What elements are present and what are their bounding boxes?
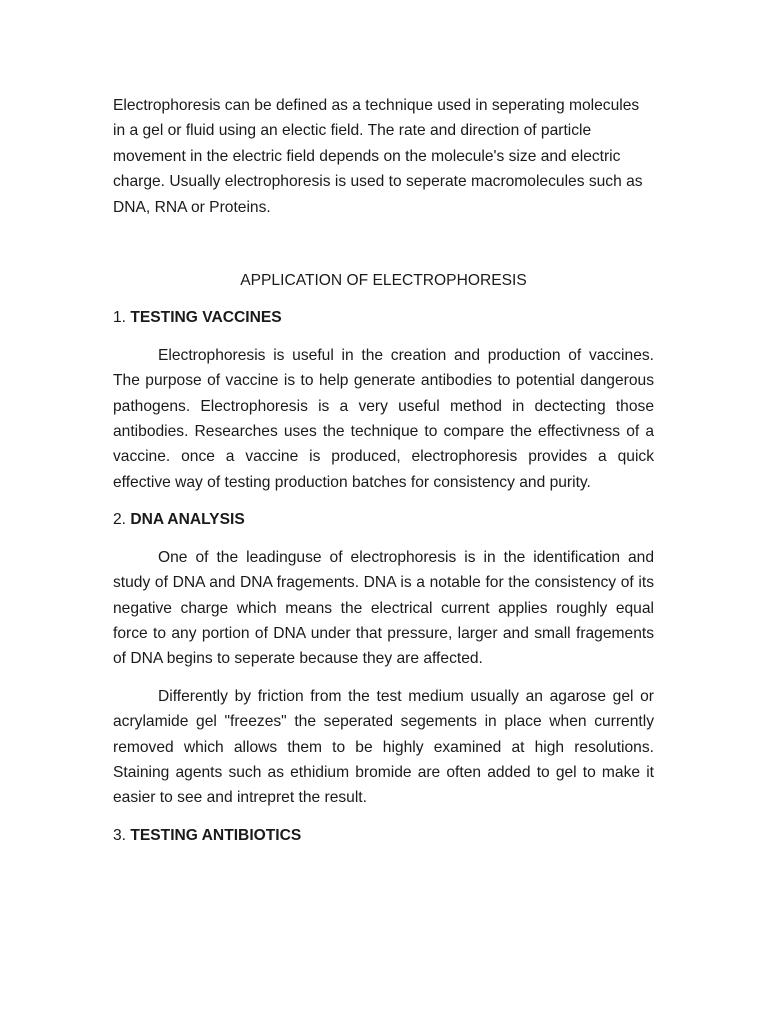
section-heading-testing-vaccines bbox=[113, 305, 654, 330]
section-title: TESTING ANTIBIOTICS bbox=[130, 826, 302, 844]
paragraph-dna-analysis-1: One of the leadinguse of electrophoresis is in the identification and study of DNA and DNA fragements. DNA is a notable for the consistency of its negative charge which means the electrical current applies roughly equal force to any portion of DNA under that pressure, larger and small fragements of DNA begins to seperate because they are affected. bbox=[113, 548, 654, 668]
section-title: DNA ANALYSIS bbox=[130, 511, 245, 529]
main-heading: APPLICATION OF ELECTROPHORESIS bbox=[240, 272, 527, 290]
section-number: 3. bbox=[113, 826, 131, 844]
section-number: 1. bbox=[113, 309, 131, 327]
section-number: 2. bbox=[113, 511, 131, 529]
section-heading-testing-antibiotics bbox=[113, 823, 654, 848]
document-page bbox=[113, 93, 654, 860]
section-heading-dna-analysis bbox=[113, 507, 654, 532]
intro-paragraph: Electrophoresis can be defined as a technique used in seperating molecules in a gel or fluid using an electic field. The rate and direction of particle movement in the electric field depends on the molecule's size and electric charge. Usually electrophoresis is used to seperate macromolecules such as DNA, RNA or Proteins. bbox=[113, 97, 643, 216]
section-title: TESTING VACCINES bbox=[130, 309, 282, 327]
paragraph-testing-vaccines: Electrophoresis is useful in the creation and production of vaccines. The purpose of vaccine is to help generate antibodies to potential dangerous pathogens. Electrophoresis is a very useful method in dectecting those antibodies. Researches uses the technique to compare the effectivness of a vaccine. once a vaccine is produced, electrophoresis provides a quick effective way of testing production batches for consistency and purity. bbox=[113, 346, 654, 491]
paragraph-dna-analysis-2: Differently by friction from the test medium usually an agarose gel or acrylamide gel "freezes" the seperated segements in place when currently removed which allows them to be highly examined at high resolutions. Staining agents such as ethidium bromide are often added to gel to make it easier to see and intrepret the result. bbox=[113, 687, 654, 807]
